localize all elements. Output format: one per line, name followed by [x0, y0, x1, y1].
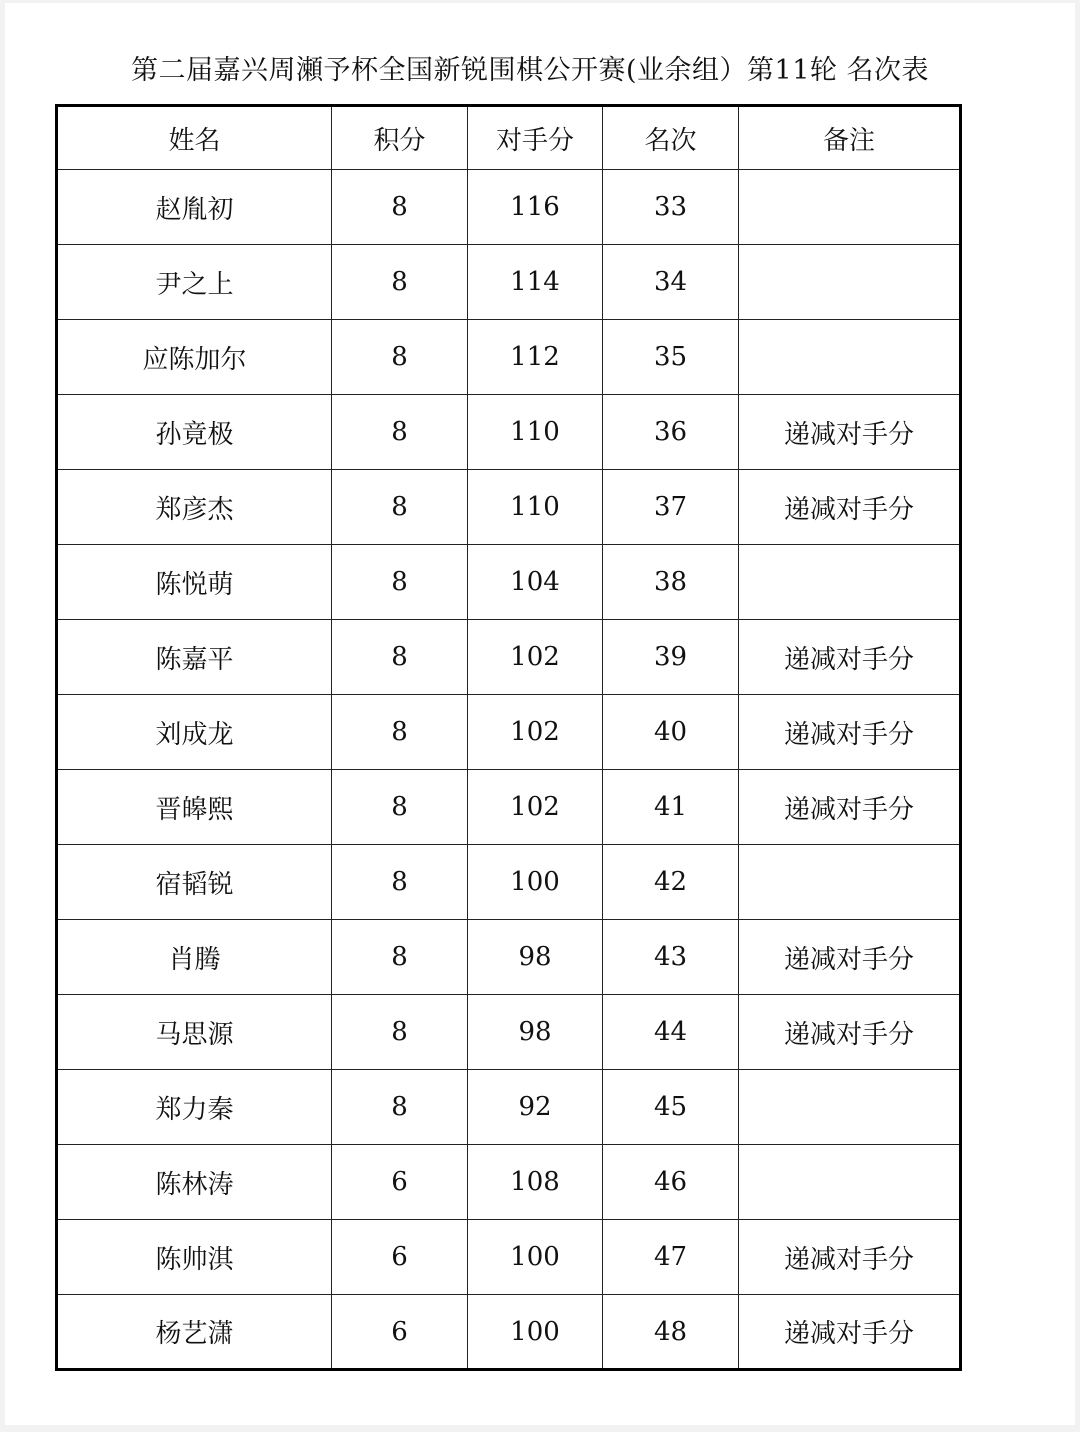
cell-opponent-score: 114	[468, 245, 603, 320]
cell-note: 递减对手分	[739, 995, 961, 1070]
cell-score: 8	[332, 320, 468, 395]
cell-score: 8	[332, 395, 468, 470]
cell-name: 杨艺潇	[57, 1295, 332, 1370]
cell-score: 6	[332, 1295, 468, 1370]
cell-score: 8	[332, 545, 468, 620]
table-row	[57, 1070, 961, 1145]
cell-note: 递减对手分	[739, 920, 961, 995]
cell-score: 8	[332, 770, 468, 845]
cell-rank: 41	[603, 770, 739, 845]
cell-rank: 33	[603, 170, 739, 245]
cell-name: 陈林涛	[57, 1145, 332, 1220]
cell-note: 递减对手分	[739, 620, 961, 695]
cell-score: 6	[332, 1145, 468, 1220]
cell-name: 肖腾	[57, 920, 332, 995]
table-row	[57, 845, 961, 920]
cell-score: 8	[332, 470, 468, 545]
cell-rank: 35	[603, 320, 739, 395]
table-header-row	[57, 106, 961, 170]
table-row	[57, 1295, 961, 1370]
cell-score: 8	[332, 695, 468, 770]
cell-note	[739, 320, 961, 395]
page-title: 第二届嘉兴周瀬予杯全国新锐围棋公开赛(业余组）第11轮 名次表	[131, 55, 929, 86]
table-row	[57, 695, 961, 770]
table-row	[57, 770, 961, 845]
cell-rank: 45	[603, 1070, 739, 1145]
cell-opponent-score: 102	[468, 695, 603, 770]
cell-note	[739, 170, 961, 245]
cell-note	[739, 545, 961, 620]
cell-score: 8	[332, 170, 468, 245]
cell-note: 递减对手分	[739, 1295, 961, 1370]
table-row	[57, 995, 961, 1070]
cell-name: 赵胤初	[57, 170, 332, 245]
cell-name: 刘成龙	[57, 695, 332, 770]
cell-name: 陈悦萌	[57, 545, 332, 620]
cell-note	[739, 1070, 961, 1145]
cell-name: 马思源	[57, 995, 332, 1070]
cell-rank: 47	[603, 1220, 739, 1295]
cell-name: 孙竟极	[57, 395, 332, 470]
cell-name: 尹之上	[57, 245, 332, 320]
cell-opponent-score: 100	[468, 1295, 603, 1370]
cell-note: 递减对手分	[739, 395, 961, 470]
table-row	[57, 545, 961, 620]
cell-name: 陈帅淇	[57, 1220, 332, 1295]
cell-rank: 44	[603, 995, 739, 1070]
cell-opponent-score: 100	[468, 1220, 603, 1295]
cell-score: 6	[332, 1220, 468, 1295]
cell-opponent-score: 98	[468, 920, 603, 995]
cell-rank: 48	[603, 1295, 739, 1370]
table-body	[57, 170, 961, 1370]
cell-opponent-score: 92	[468, 1070, 603, 1145]
header-note: 备注	[739, 106, 961, 170]
header-score: 积分	[332, 106, 468, 170]
cell-rank: 40	[603, 695, 739, 770]
header-rank: 名次	[603, 106, 739, 170]
table-row	[57, 320, 961, 395]
cell-opponent-score: 102	[468, 770, 603, 845]
ranking-table	[55, 104, 962, 1371]
cell-note: 递减对手分	[739, 770, 961, 845]
cell-rank: 36	[603, 395, 739, 470]
cell-note	[739, 245, 961, 320]
cell-opponent-score: 98	[468, 995, 603, 1070]
cell-name: 宿韬锐	[57, 845, 332, 920]
cell-opponent-score: 100	[468, 845, 603, 920]
cell-score: 8	[332, 620, 468, 695]
header-opponent-score: 对手分	[468, 106, 603, 170]
table-row	[57, 620, 961, 695]
table-row	[57, 170, 961, 245]
table-row	[57, 920, 961, 995]
cell-note: 递减对手分	[739, 1220, 961, 1295]
table-row	[57, 245, 961, 320]
cell-opponent-score: 104	[468, 545, 603, 620]
cell-opponent-score: 116	[468, 170, 603, 245]
cell-rank: 46	[603, 1145, 739, 1220]
cell-name: 晋皞熙	[57, 770, 332, 845]
cell-note	[739, 1145, 961, 1220]
cell-opponent-score: 110	[468, 395, 603, 470]
cell-score: 8	[332, 1070, 468, 1145]
cell-opponent-score: 110	[468, 470, 603, 545]
table-row	[57, 1145, 961, 1220]
cell-opponent-score: 112	[468, 320, 603, 395]
cell-score: 8	[332, 920, 468, 995]
cell-opponent-score: 102	[468, 620, 603, 695]
cell-rank: 37	[603, 470, 739, 545]
document-page	[5, 3, 1075, 1425]
cell-rank: 39	[603, 620, 739, 695]
cell-score: 8	[332, 845, 468, 920]
cell-note: 递减对手分	[739, 470, 961, 545]
header-name: 姓名	[57, 106, 332, 170]
cell-note: 递减对手分	[739, 695, 961, 770]
cell-score: 8	[332, 245, 468, 320]
cell-name: 郑彦杰	[57, 470, 332, 545]
table-row	[57, 1220, 961, 1295]
table-row	[57, 470, 961, 545]
cell-opponent-score: 108	[468, 1145, 603, 1220]
cell-rank: 43	[603, 920, 739, 995]
cell-name: 应陈加尔	[57, 320, 332, 395]
cell-score: 8	[332, 995, 468, 1070]
cell-note	[739, 845, 961, 920]
cell-rank: 38	[603, 545, 739, 620]
cell-name: 陈嘉平	[57, 620, 332, 695]
cell-name: 郑力秦	[57, 1070, 332, 1145]
table-row	[57, 395, 961, 470]
cell-rank: 42	[603, 845, 739, 920]
cell-rank: 34	[603, 245, 739, 320]
